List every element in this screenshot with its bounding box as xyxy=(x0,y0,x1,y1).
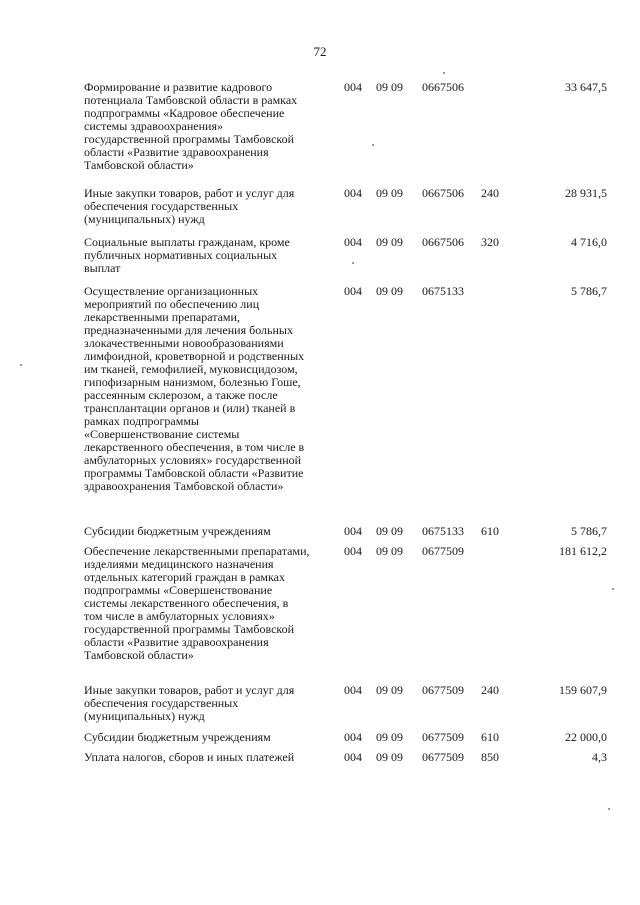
expense-type-code: 610 xyxy=(481,524,499,538)
expense-type-code: 240 xyxy=(481,683,499,697)
expense-type-code: 610 xyxy=(481,730,499,744)
scan-speck xyxy=(20,364,22,366)
section-code: 09 09 xyxy=(376,524,403,538)
amount: 5 786,7 xyxy=(571,284,607,298)
article-code: 0675133 xyxy=(422,284,464,298)
article-code: 0677509 xyxy=(422,730,464,744)
amount: 4,3 xyxy=(592,750,607,764)
article-code: 0675133 xyxy=(422,524,464,538)
ministry-code: 004 xyxy=(344,80,362,94)
ministry-code: 004 xyxy=(344,235,362,249)
scan-speck xyxy=(443,72,445,74)
ministry-code: 004 xyxy=(344,544,362,558)
article-code: 0677509 xyxy=(422,544,464,558)
scan-speck xyxy=(608,808,610,810)
section-code: 09 09 xyxy=(376,80,403,94)
row-description: Иные закупки товаров, работ и услуг для обеспечения государственных (муниципальных) нужд xyxy=(84,186,295,226)
row-description: Иные закупки товаров, работ и услуг для обеспечения государственных (муниципальных) нужд xyxy=(84,683,295,723)
expense-type-code: 320 xyxy=(481,235,499,249)
ministry-code: 004 xyxy=(344,524,362,538)
section-code: 09 09 xyxy=(376,186,403,200)
expense-type-code: 850 xyxy=(481,750,499,764)
row-description: Субсидии бюджетным учреждениям xyxy=(84,524,271,538)
article-code: 0677509 xyxy=(422,683,464,697)
amount: 181 612,2 xyxy=(559,544,607,558)
amount: 159 607,9 xyxy=(559,683,607,697)
amount: 28 931,5 xyxy=(565,186,607,200)
article-code: 0667506 xyxy=(422,186,464,200)
section-code: 09 09 xyxy=(376,730,403,744)
row-description: Обеспечение лекарственными препаратами, изделиями медицинского назначения отдельных категорий граждан в рамках подпрограммы «Совершенствование системы лекарственного обеспечения, в том числе в амбулаторных условиях» государственной программы Тамбовской области «Развитие здравоохранения Тамбовской области» xyxy=(84,544,310,662)
section-code: 09 09 xyxy=(376,750,403,764)
article-code: 0667506 xyxy=(422,80,464,94)
scan-speck xyxy=(612,588,614,590)
row-description: Формирование и развитие кадрового потенциала Тамбовской области в рамках подпрограммы «Кадровое обеспечение системы здравоохранения» государственной программы Тамбовской области «Развитие здравоохранения Тамбовской области» xyxy=(84,80,298,172)
section-code: 09 09 xyxy=(376,235,403,249)
ministry-code: 004 xyxy=(344,683,362,697)
amount: 33 647,5 xyxy=(565,80,607,94)
article-code: 0677509 xyxy=(422,750,464,764)
amount: 22 000,0 xyxy=(565,730,607,744)
section-code: 09 09 xyxy=(376,544,403,558)
article-code: 0667506 xyxy=(422,235,464,249)
amount: 4 716,0 xyxy=(571,235,607,249)
ministry-code: 004 xyxy=(344,284,362,298)
scan-speck xyxy=(372,144,374,146)
ministry-code: 004 xyxy=(344,750,362,764)
scan-speck xyxy=(352,262,354,264)
ministry-code: 004 xyxy=(344,730,362,744)
row-description: Осуществление организационных мероприятий по обеспечению лиц лекарственными препаратами, предназначенными для лечения больных злокачественными новообразованиями лимфоидной, кроветворной и родственных им тканей, гемофилией, муковисцидозом, гипофизарным нанизмом, болезнью Гоше, рассеянным склерозом, а также после трансплантации органов и (или) тканей в рамках подпрограммы «Совершенствование системы лекарственного обеспечения, в том числе в амбулаторных условиях» государственной программы Тамбовской области «Развитие здравоохранения Тамбовской области» xyxy=(84,284,305,493)
row-description: Уплата налогов, сборов и иных платежей xyxy=(84,750,295,764)
ministry-code: 004 xyxy=(344,186,362,200)
section-code: 09 09 xyxy=(376,284,403,298)
expense-type-code: 240 xyxy=(481,186,499,200)
amount: 5 786,7 xyxy=(571,524,607,538)
page-number: 72 xyxy=(313,44,327,59)
row-description: Социальные выплаты гражданам, кроме публичных нормативных социальных выплат xyxy=(84,235,290,275)
section-code: 09 09 xyxy=(376,683,403,697)
row-description: Субсидии бюджетным учреждениям xyxy=(84,730,271,744)
